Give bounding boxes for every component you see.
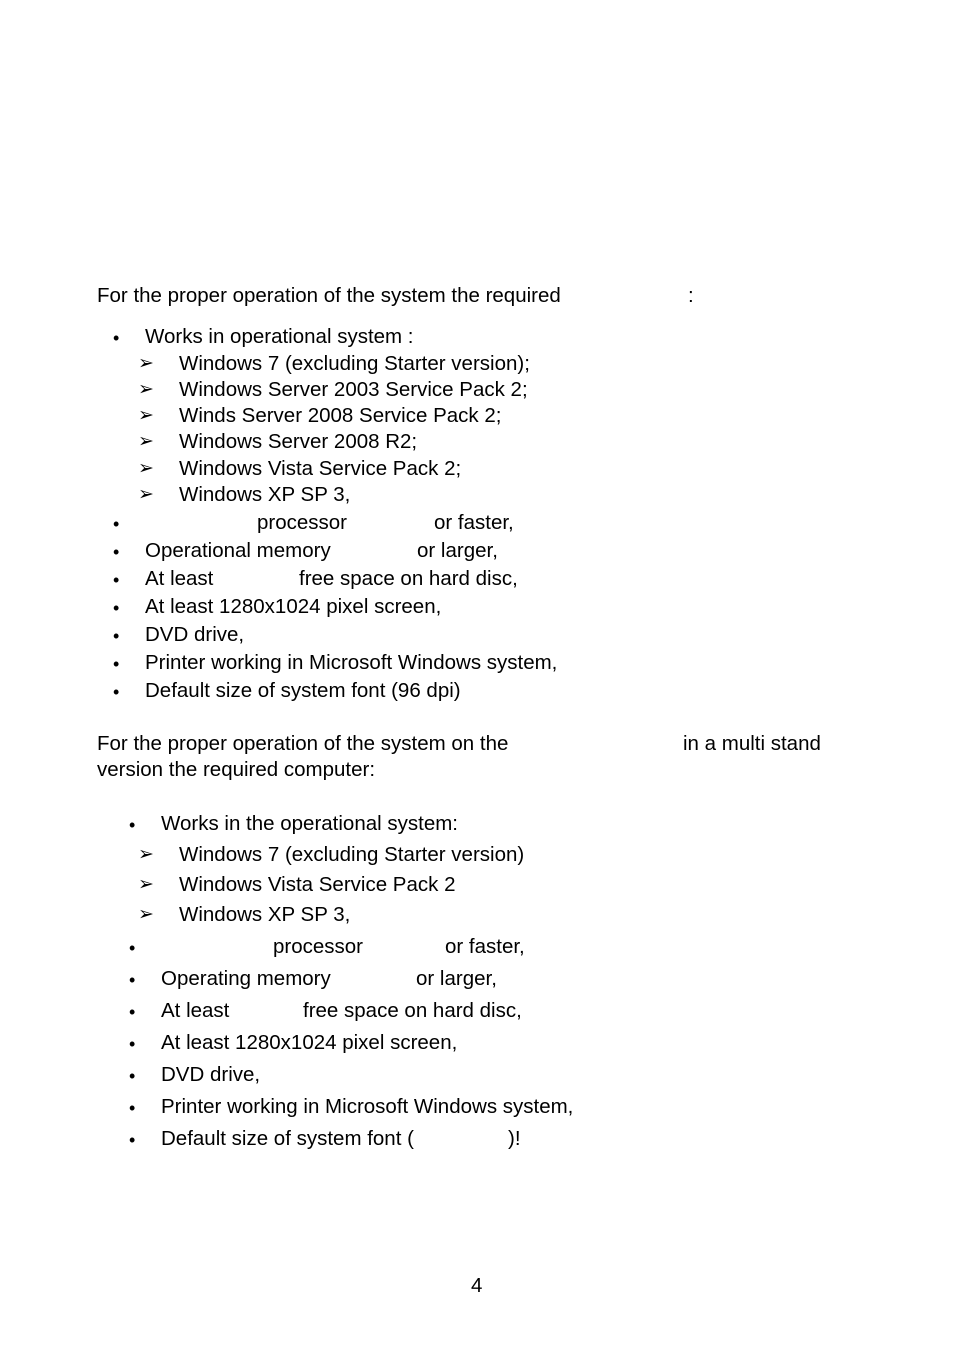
bullet-icon: •	[129, 1130, 136, 1150]
arrow-bullet-icon: ➢	[138, 379, 154, 400]
bullet-icon: •	[129, 1002, 136, 1022]
bullet-icon: •	[129, 970, 136, 990]
list-item: Printer working in Microsoft Windows system,	[145, 651, 558, 674]
section1-intro-colon: :	[688, 284, 694, 307]
list-item-part: processor	[257, 511, 348, 534]
section2-intro-text-end: in a multi stand	[683, 732, 821, 755]
list-item-part: or larger,	[417, 539, 498, 562]
section1-intro-text: For the proper operation of the system the required	[97, 284, 561, 307]
arrow-bullet-icon: ➢	[138, 844, 154, 865]
list-item-part: free space on hard disc,	[299, 567, 518, 590]
list-item: Works in the operational system:	[161, 812, 458, 835]
bullet-icon: •	[129, 938, 136, 958]
list-item-part: free space on hard disc,	[303, 999, 522, 1022]
list-item: DVD drive,	[161, 1063, 261, 1086]
list-item: At least 1280x1024 pixel screen,	[161, 1031, 458, 1054]
os-list-item: Windows XP SP 3,	[179, 903, 351, 926]
list-item-part: At least	[161, 999, 230, 1022]
os-list-item: Windows 7 (excluding Starter version);	[179, 352, 530, 375]
list-item-part: Default size of system font (	[161, 1127, 414, 1150]
bullet-icon: •	[129, 1098, 136, 1118]
list-item: Printer working in Microsoft Windows system,	[161, 1095, 574, 1118]
bullet-icon: •	[113, 570, 120, 590]
list-item-part: or faster,	[434, 511, 514, 534]
list-item-part: processor	[273, 935, 364, 958]
list-item-part: At least	[145, 567, 214, 590]
bullet-icon: •	[129, 815, 136, 835]
list-item: Works in operational system :	[145, 325, 414, 348]
list-item: Default size of system font (96 dpi)	[145, 679, 461, 702]
os-list-item: Winds Server 2008 Service Pack 2;	[179, 404, 502, 427]
os-list-item: Windows XP SP 3,	[179, 483, 351, 506]
arrow-bullet-icon: ➢	[138, 904, 154, 925]
os-list-item: Windows Server 2003 Service Pack 2;	[179, 378, 528, 401]
os-list-item: Windows Vista Service Pack 2	[179, 873, 456, 896]
arrow-bullet-icon: ➢	[138, 431, 154, 452]
list-item-part: Operating memory	[161, 967, 331, 990]
os-list-item: Windows Server 2008 R2;	[179, 430, 418, 453]
list-item-part: or larger,	[416, 967, 497, 990]
bullet-icon: •	[113, 654, 120, 674]
list-item: At least 1280x1024 pixel screen,	[145, 595, 442, 618]
bullet-icon: •	[113, 542, 120, 562]
section2-intro-text: For the proper operation of the system on the	[97, 732, 509, 755]
list-item-part: or faster,	[445, 935, 525, 958]
bullet-icon: •	[113, 328, 120, 348]
bullet-icon: •	[129, 1034, 136, 1054]
page-number: 4	[471, 1274, 483, 1297]
list-item-part: Operational memory	[145, 539, 331, 562]
os-list-item: Windows Vista Service Pack 2;	[179, 457, 462, 480]
bullet-icon: •	[129, 1066, 136, 1086]
section2-intro-line2: version the required computer:	[97, 758, 376, 781]
arrow-bullet-icon: ➢	[138, 458, 154, 479]
arrow-bullet-icon: ➢	[138, 353, 154, 374]
bullet-icon: •	[113, 682, 120, 702]
bullet-icon: •	[113, 626, 120, 646]
list-item: DVD drive,	[145, 623, 245, 646]
arrow-bullet-icon: ➢	[138, 484, 154, 505]
os-list-item: Windows 7 (excluding Starter version)	[179, 843, 525, 866]
bullet-icon: •	[113, 514, 120, 534]
list-item-part: )!	[508, 1127, 521, 1150]
arrow-bullet-icon: ➢	[138, 874, 154, 895]
arrow-bullet-icon: ➢	[138, 405, 154, 426]
bullet-icon: •	[113, 598, 120, 618]
